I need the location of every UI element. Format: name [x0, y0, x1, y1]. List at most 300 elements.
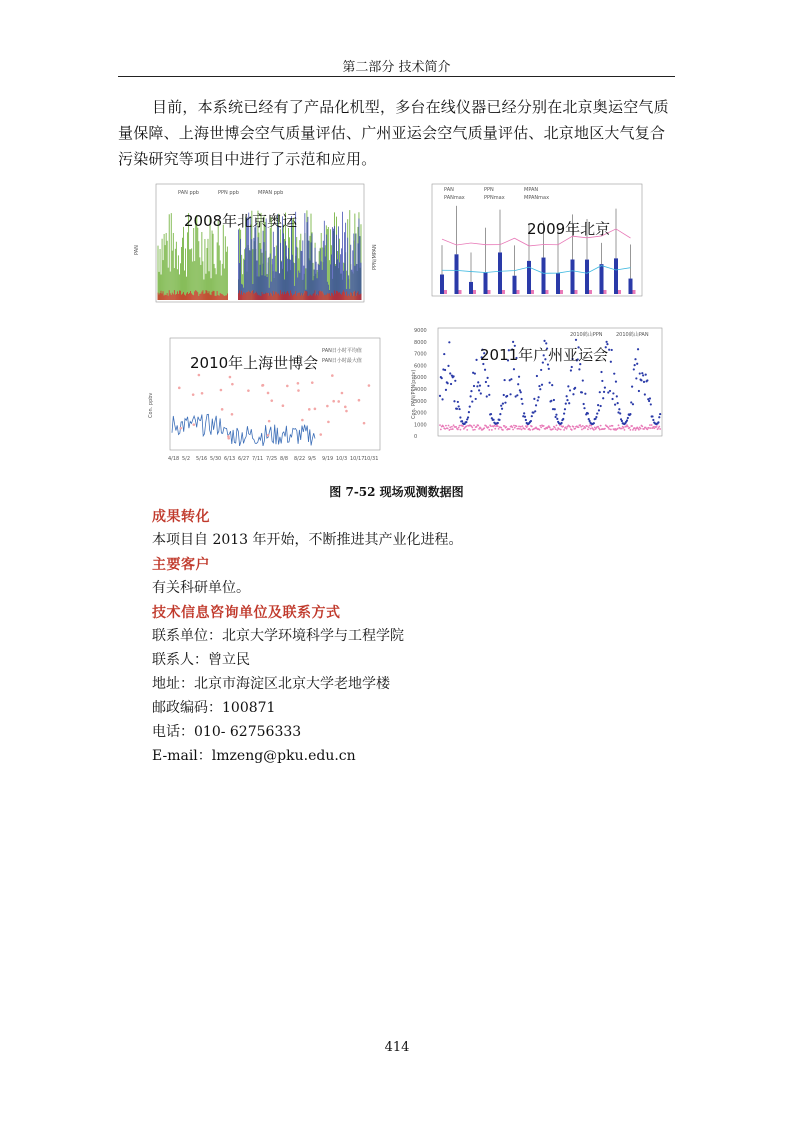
legend-item: MPAN — [524, 187, 539, 193]
ppn-point — [483, 427, 485, 429]
pan-point — [492, 419, 494, 421]
x-tick-label: 6/27 — [238, 456, 250, 462]
ppn-point — [649, 424, 651, 426]
ppn-bar — [633, 290, 636, 294]
ppn-point — [521, 429, 523, 431]
ppn-point — [457, 429, 459, 431]
pan-point — [445, 389, 447, 391]
pan-point — [567, 385, 569, 387]
pan-max-point — [193, 423, 196, 426]
pan-max-point — [311, 381, 314, 384]
pan-point — [595, 416, 597, 418]
pan-point — [521, 398, 523, 400]
pan-point — [562, 418, 564, 420]
x-tick-label: 9/5 — [308, 456, 317, 462]
y-tick-label: 4000 — [414, 387, 427, 393]
pan-point — [487, 385, 489, 387]
panel-title: 2010年上海世博会 — [190, 354, 319, 372]
ppn-point — [512, 429, 514, 431]
contact-address: 地址：北京市海淀区北京大学老地学楼 — [152, 676, 390, 692]
pan-point — [602, 397, 604, 399]
pan-point — [521, 403, 523, 405]
ppn-point — [573, 426, 575, 428]
ppn-point — [586, 425, 588, 427]
pan-max-point — [286, 385, 289, 388]
pan-max-point — [178, 387, 181, 390]
ppn-point — [517, 428, 519, 430]
ppn-bar — [517, 290, 520, 294]
ppn-point — [623, 427, 625, 429]
pan-point — [636, 363, 638, 365]
y-tick-label: 7000 — [414, 351, 427, 358]
x-tick-label: 7/11 — [252, 456, 264, 462]
ppn-point — [540, 427, 542, 429]
pan-point — [530, 420, 532, 422]
pan-point — [441, 377, 443, 379]
pan-bar — [469, 282, 473, 294]
ppn-point — [647, 428, 649, 430]
ppn-point — [488, 429, 490, 431]
pan-point — [645, 374, 647, 376]
pan-max-point — [358, 399, 361, 402]
panel-title: 2008年北京奥运 — [184, 212, 298, 230]
ppn-point — [509, 428, 511, 430]
figure-panel-2010 — [146, 334, 386, 468]
pan-max-point — [297, 382, 300, 385]
ppn-point — [520, 426, 522, 428]
ppn-point — [531, 426, 533, 428]
pan-point — [477, 381, 479, 383]
legend-item: MPAN ppb — [258, 190, 284, 196]
ppn-bar — [502, 290, 505, 294]
pan-bar — [571, 259, 575, 294]
ppn-point — [498, 428, 500, 430]
ppn-point — [494, 428, 496, 430]
legend-item: PPNmax — [484, 195, 505, 201]
ppn-point — [516, 425, 518, 427]
pan-point — [582, 379, 584, 381]
ppn-point — [524, 428, 526, 430]
pan-point — [466, 418, 468, 420]
ppn-point — [471, 427, 473, 429]
pan-point — [648, 400, 650, 402]
legend-item: 2010鹤山PAN — [616, 332, 649, 338]
pan-point — [548, 368, 550, 370]
pan-point — [569, 389, 571, 391]
ppn-point — [617, 428, 619, 430]
ppn-point — [612, 425, 614, 427]
ppn-point — [590, 428, 592, 430]
pan-point — [519, 389, 521, 391]
pan-point — [644, 393, 646, 395]
intro-paragraph: 目前，本系统已经有了产品化机型，多台在线仪器已经分别在北京奥运空气质量保障、上海世博会空气质量评估、广州亚运会空气质量评估、北京地区大气复合污染研究等项目中进行了示范和应用。 — [118, 98, 669, 168]
ppn-point — [527, 425, 529, 427]
ppn-point — [491, 429, 493, 431]
ppn-point — [522, 425, 524, 427]
ppn-point — [455, 426, 457, 428]
contact-postcode: 邮政编码：100871 — [152, 700, 276, 716]
x-tick-label: 9/19 — [322, 456, 334, 462]
chart-2008 — [132, 176, 384, 324]
pan-point — [443, 353, 445, 355]
heading-customers: 主要客户 — [152, 557, 210, 573]
ppn-point — [445, 425, 447, 427]
pan-point — [581, 391, 583, 393]
pan-point — [560, 422, 562, 424]
ppn-point — [640, 428, 642, 430]
x-tick-label: 7/25 — [266, 456, 278, 462]
ppn-point — [630, 429, 632, 431]
pan-point — [612, 392, 614, 394]
pan-point — [516, 394, 518, 396]
ppn-point — [488, 426, 490, 428]
pan-point — [553, 399, 555, 401]
y-tick-label: 2000 — [414, 410, 427, 417]
y-tick-label: 0 — [414, 434, 418, 441]
ppn-point — [580, 426, 582, 428]
ppn-point — [549, 427, 551, 429]
pan-max-point — [314, 408, 317, 411]
ppn-point — [584, 427, 586, 429]
x-tick-label: 6/13 — [224, 456, 236, 462]
ppn-point — [505, 426, 507, 428]
pan-point — [538, 385, 540, 387]
pan-max-point — [332, 400, 335, 403]
pan-max-point — [179, 427, 182, 430]
ppn-bar — [444, 290, 447, 294]
ppn-point — [539, 425, 541, 427]
pan-point — [500, 405, 502, 407]
heading-achievement: 成果转化 — [152, 509, 210, 525]
pan-point — [520, 391, 522, 393]
pan-point — [606, 341, 608, 343]
pan-point — [607, 391, 609, 393]
pan-bar — [527, 261, 531, 294]
pan-point — [617, 402, 619, 404]
pan-point — [650, 403, 652, 405]
pan-mean-line — [172, 414, 315, 446]
ppn-point — [449, 426, 451, 428]
achievement-text: 本项目自 2013 年开始，不断推进其产业化进程。 — [152, 532, 463, 548]
ppn-point — [448, 425, 450, 427]
pan-point — [635, 377, 637, 379]
ppn-point — [578, 426, 580, 428]
y-tick-label: 6000 — [414, 363, 427, 370]
ppn-point — [604, 428, 606, 430]
pan-point — [509, 393, 511, 395]
pan-point — [609, 390, 611, 392]
ppn-point — [529, 429, 531, 431]
pan-max-point — [231, 413, 234, 416]
running-header: 第二部分 技术简介 — [342, 60, 451, 75]
pan-point — [614, 404, 616, 406]
pan-point — [468, 411, 470, 413]
pan-point — [471, 400, 473, 402]
ppn-point — [472, 429, 474, 431]
ppn-point — [599, 429, 601, 431]
pan-point — [555, 416, 557, 418]
ppn-point — [460, 429, 462, 431]
pan-point — [608, 349, 610, 351]
pan-max-point — [268, 420, 271, 423]
pan-bar — [542, 258, 546, 294]
ppn-point — [658, 426, 660, 428]
pan-point — [453, 375, 455, 377]
x-tick-label: 5/2 — [182, 456, 191, 462]
pan-point — [587, 412, 589, 414]
pan-point — [536, 375, 538, 377]
pan-max-point — [301, 419, 304, 422]
y-tick-label: 3000 — [414, 398, 427, 405]
legend-item: PAN日小时最大值 — [322, 358, 362, 364]
pan-point — [642, 374, 644, 376]
pan-max-point — [282, 404, 285, 407]
legend-item: 2010鹤山PPN — [570, 332, 603, 338]
pan-point — [541, 384, 543, 386]
contact-email[interactable]: E-mail：lmzeng@pku.edu.cn — [152, 748, 356, 764]
pan-point — [510, 378, 512, 380]
pan-bar — [556, 273, 560, 294]
pan-point — [456, 408, 458, 410]
ppn-point — [504, 425, 506, 427]
pan-point — [611, 349, 613, 351]
ppn-point — [458, 427, 460, 429]
pan-point — [658, 416, 660, 418]
pan-point — [574, 387, 576, 389]
legend-item: MPANmax — [524, 195, 550, 201]
pan-max-point — [227, 437, 230, 440]
ppn-point — [444, 428, 446, 430]
pan-point — [564, 408, 566, 410]
ppn-point — [587, 428, 589, 430]
pan-point — [486, 395, 488, 397]
pan-point — [615, 381, 617, 383]
pan-point — [467, 416, 469, 418]
chart-2010 — [146, 334, 386, 468]
ppn-point — [539, 429, 541, 431]
pan-point — [634, 358, 636, 360]
ppn-bar — [459, 290, 462, 294]
pan-point — [610, 361, 612, 363]
ppn-point — [600, 425, 602, 427]
ppn-point — [560, 429, 562, 431]
pan-point — [469, 406, 471, 408]
chart-2009 — [392, 176, 664, 324]
pan-point — [551, 384, 553, 386]
customers-text: 有关科研单位。 — [152, 580, 250, 596]
ppn-point — [451, 426, 453, 428]
pan-max-point — [327, 421, 330, 424]
pan-point — [498, 419, 500, 421]
pan-point — [563, 412, 565, 414]
ppn-point — [519, 428, 521, 430]
figure-panel-2011 — [410, 324, 668, 470]
pan-point — [575, 339, 577, 341]
pan-max-point — [337, 400, 340, 403]
pan-point — [638, 390, 640, 392]
pan-point — [512, 341, 514, 343]
pan-max-point — [368, 384, 371, 387]
ppn-point — [589, 425, 591, 427]
ppn-point — [635, 429, 637, 431]
pan-point — [600, 371, 602, 373]
legend-item: PPN — [484, 187, 494, 193]
ppn-point — [634, 427, 636, 429]
ppn-bar — [488, 290, 491, 294]
pan-point — [480, 392, 482, 394]
pan-point — [603, 391, 605, 393]
pan-bar — [455, 254, 459, 294]
ppn-point — [608, 428, 610, 430]
pan-point — [534, 410, 536, 412]
pan-point — [659, 413, 661, 415]
ppn-point — [597, 426, 599, 428]
pan-point — [499, 413, 501, 415]
pan-point — [497, 422, 499, 424]
pan-point — [448, 341, 450, 343]
pan-point — [649, 397, 651, 399]
ppn-point — [477, 425, 479, 427]
legend-item: PANmax — [444, 195, 465, 201]
ppn-point — [581, 429, 583, 431]
pan-bar — [614, 258, 618, 294]
pan-point — [631, 386, 633, 388]
ppn-point — [618, 424, 620, 426]
pan-point — [525, 419, 527, 421]
pan-point — [461, 420, 463, 422]
y-tick-label: 5000 — [414, 375, 427, 382]
pan-point — [570, 369, 572, 371]
contact-person: 联系人：曾立民 — [152, 652, 250, 668]
ppn-bar — [575, 290, 578, 294]
ppn-point — [593, 429, 595, 431]
ppn-point — [474, 429, 476, 431]
pan-max-point — [231, 383, 234, 386]
pan-point — [657, 421, 659, 423]
pan-point — [584, 393, 586, 395]
ppn-point — [631, 425, 633, 427]
pan-point — [621, 420, 623, 422]
ppn-point — [641, 425, 643, 427]
pan-point — [518, 376, 520, 378]
pan-point — [531, 415, 533, 417]
pan-max-point — [192, 393, 195, 396]
pan-point — [504, 379, 506, 381]
ppn-point — [610, 429, 612, 431]
ppn-point — [651, 424, 653, 426]
pan-point — [646, 379, 648, 381]
x-tick-label: 8/8 — [280, 456, 289, 462]
ppn-point — [500, 427, 502, 429]
x-tick-label: 5/30 — [210, 456, 222, 462]
pan-point — [458, 405, 460, 407]
pan-point — [465, 421, 467, 423]
series-group — [172, 374, 370, 446]
pan-point — [637, 348, 639, 350]
pan-point — [506, 395, 508, 397]
pan-point — [583, 403, 585, 405]
ppn-point — [448, 429, 450, 431]
pan-point — [474, 372, 476, 374]
heading-contact: 技术信息咨询单位及联系方式 — [152, 605, 341, 621]
pan-point — [568, 402, 570, 404]
ppn-point — [552, 428, 554, 430]
figure-panel-2009 — [392, 176, 664, 324]
ppn-point — [556, 429, 558, 431]
legend-item: PAN ppb — [178, 190, 199, 196]
ppn-point — [582, 425, 584, 427]
pan-point — [458, 408, 460, 410]
ppn-point — [452, 428, 454, 430]
ppn-point — [440, 429, 442, 431]
pan-point — [566, 399, 568, 401]
pan-point — [593, 422, 595, 424]
ppn-point — [594, 427, 596, 429]
pan-point — [613, 373, 615, 375]
ppn-point — [627, 426, 629, 428]
pan-point — [540, 369, 542, 371]
ppn-point — [563, 429, 565, 431]
figure-caption: 图 7-52 现场观测数据图 — [329, 485, 464, 499]
pan-bar — [440, 275, 444, 294]
pan-point — [485, 381, 487, 383]
pan-point — [550, 400, 552, 402]
pan-point — [554, 408, 556, 410]
pan-point — [629, 413, 631, 415]
x-tick-label: 10/17 — [350, 456, 365, 462]
pan-point — [583, 407, 585, 409]
ppn-point — [443, 425, 445, 427]
pan-max-point — [201, 392, 204, 395]
ppn-point — [638, 429, 640, 431]
pan-point — [539, 388, 541, 390]
pan-max-point — [297, 389, 300, 392]
pan-point — [555, 414, 557, 416]
ppn-point — [569, 426, 571, 428]
x-tick-label: 5/16 — [196, 456, 208, 462]
pan-point — [571, 366, 573, 368]
pan-max-point — [326, 405, 329, 408]
pan-point — [523, 412, 525, 414]
figure-panel-2008 — [132, 176, 384, 324]
pan-max-point — [247, 389, 250, 392]
pan-point — [501, 408, 503, 410]
pan-point — [566, 395, 568, 397]
pan-point — [633, 368, 635, 370]
ppn-point — [656, 425, 658, 427]
pan-bar — [585, 260, 589, 294]
pan-point — [639, 372, 641, 374]
pan-point — [606, 343, 608, 345]
pan-bar — [484, 273, 488, 294]
x-tick-label: 10/3 — [336, 456, 348, 462]
ppn-bar — [618, 290, 621, 294]
ppn-point — [659, 428, 661, 430]
header-rule — [118, 76, 675, 77]
pan-max-point — [345, 410, 348, 413]
pan-point — [473, 385, 475, 387]
pan-point — [513, 368, 515, 370]
pan-point — [459, 416, 461, 418]
ppn-point — [621, 428, 623, 430]
pan-point — [549, 382, 551, 384]
ppn-point — [466, 429, 468, 431]
ylabel-right: PPN/MPAN — [372, 244, 378, 270]
chart-2011 — [410, 324, 668, 470]
pan-point — [450, 383, 452, 385]
ppn-point — [447, 427, 449, 429]
ppn-point — [514, 427, 516, 429]
